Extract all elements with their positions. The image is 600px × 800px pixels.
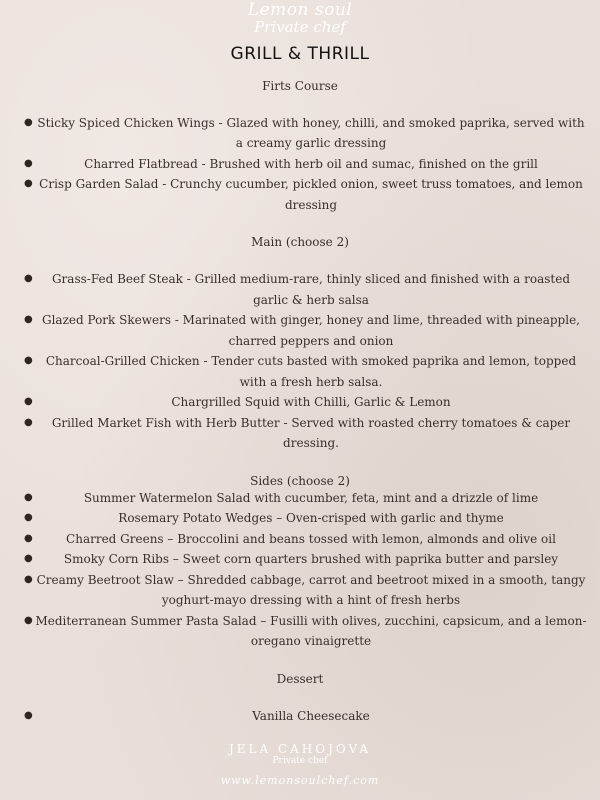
bullet-icon: ● bbox=[24, 355, 33, 367]
item-text: Summer Watermelon Salad with cucumber, feta, mint and a drizzle of lime bbox=[83, 490, 539, 505]
bullet-icon: ● bbox=[24, 709, 33, 721]
chef-role: Private chef bbox=[272, 756, 328, 766]
section-heading-dessert: Dessert bbox=[276, 671, 324, 686]
bullet-icon: ● bbox=[24, 573, 33, 585]
section-heading-first-course: Firts Course bbox=[262, 78, 338, 93]
list-item bbox=[0, 310, 600, 351]
item-text: Grilled Market Fish with Herb Butter - Served with roasted cherry tomatoes & caper dressing. bbox=[51, 415, 571, 451]
list-item bbox=[0, 392, 600, 413]
bullet-icon: ● bbox=[24, 416, 33, 428]
item-text: Sticky Spiced Chicken Wings - Glazed with honey, chilli, and smoked paprika, served with a creamy garlic dressing bbox=[37, 115, 585, 151]
item-text: Charred Flatbread - Brushed with herb oil and sumac, finished on the grill bbox=[84, 156, 538, 171]
list-item bbox=[0, 351, 600, 392]
list-item bbox=[0, 269, 600, 310]
list-item bbox=[0, 611, 600, 652]
list-item bbox=[0, 570, 600, 611]
section-heading-main: Main (choose 2) bbox=[251, 235, 349, 250]
chef-name: JELA CAHOJOVA bbox=[228, 742, 372, 756]
list-item bbox=[0, 113, 600, 154]
brand-logo bbox=[0, 0, 600, 36]
main-course-list bbox=[0, 269, 600, 454]
bullet-icon: ● bbox=[24, 178, 33, 190]
bullet-icon: ● bbox=[24, 396, 33, 408]
item-text: Crisp Garden Salad - Crunchy cucumber, pickled onion, sweet truss tomatoes, and lemon dressing bbox=[39, 177, 583, 212]
bullet-icon: ● bbox=[24, 614, 33, 626]
item-text: Charred Greens – Broccolini and beans tossed with lemon, almonds and olive oil bbox=[66, 531, 556, 546]
item-text: Vanilla Cheesecake bbox=[252, 708, 370, 723]
bullet-icon: ● bbox=[24, 314, 33, 326]
sides-list bbox=[0, 488, 600, 652]
dessert-list bbox=[0, 706, 600, 727]
list-item bbox=[0, 154, 600, 175]
list-item bbox=[0, 413, 600, 454]
bullet-icon: ● bbox=[24, 512, 33, 524]
list-item bbox=[0, 549, 600, 570]
item-text: Glazed Pork Skewers - Marinated with ginger, honey and lime, threaded with pineapple, charred peppers and onion bbox=[41, 313, 580, 348]
bullet-icon: ● bbox=[24, 116, 33, 128]
item-text: Rosemary Potato Wedges – Oven-crisped with garlic and thyme bbox=[118, 511, 504, 526]
first-course-list bbox=[0, 113, 600, 216]
menu-title: GRILL & THRILL bbox=[230, 43, 370, 64]
item-text: Creamy Beetroot Slaw – Shredded cabbage, carrot and beetroot mixed in a smooth, tangy yoghurt-mayo dressing with a hint of fresh herbs bbox=[36, 572, 586, 608]
section-heading-sides: Sides (choose 2) bbox=[250, 473, 350, 488]
list-item bbox=[0, 508, 600, 529]
bullet-icon: ● bbox=[24, 273, 33, 285]
list-item bbox=[0, 706, 600, 727]
item-text: Grass-Fed Beef Steak - Grilled medium-rare, thinly sliced and finished with a roasted garlic & herb salsa bbox=[51, 272, 571, 307]
bullet-icon: ● bbox=[24, 532, 33, 544]
item-text: Smoky Corn Ribs – Sweet corn quarters brushed with paprika butter and parsley bbox=[63, 552, 559, 567]
list-item bbox=[0, 529, 600, 550]
list-item bbox=[0, 488, 600, 509]
bullet-icon: ● bbox=[24, 491, 33, 503]
bullet-icon: ● bbox=[24, 157, 33, 169]
footer bbox=[0, 742, 600, 787]
website-link[interactable]: www.lemonsoulchef.com bbox=[220, 774, 380, 787]
item-text: Mediterranean Summer Pasta Salad – Fusilli with olives, zucchini, capsicum, and a lemon-oregano vinaigrette bbox=[35, 613, 587, 649]
list-item bbox=[0, 174, 600, 215]
item-text: Charcoal-Grilled Chicken - Tender cuts basted with smoked paprika and lemon, topped with a fresh herb salsa. bbox=[45, 354, 577, 389]
bullet-icon: ● bbox=[24, 553, 33, 565]
item-text: Chargrilled Squid with Chilli, Garlic & Lemon bbox=[171, 395, 451, 410]
logo-line-1: Lemon soul bbox=[247, 0, 353, 20]
logo-line-2: Private chef bbox=[254, 17, 346, 36]
